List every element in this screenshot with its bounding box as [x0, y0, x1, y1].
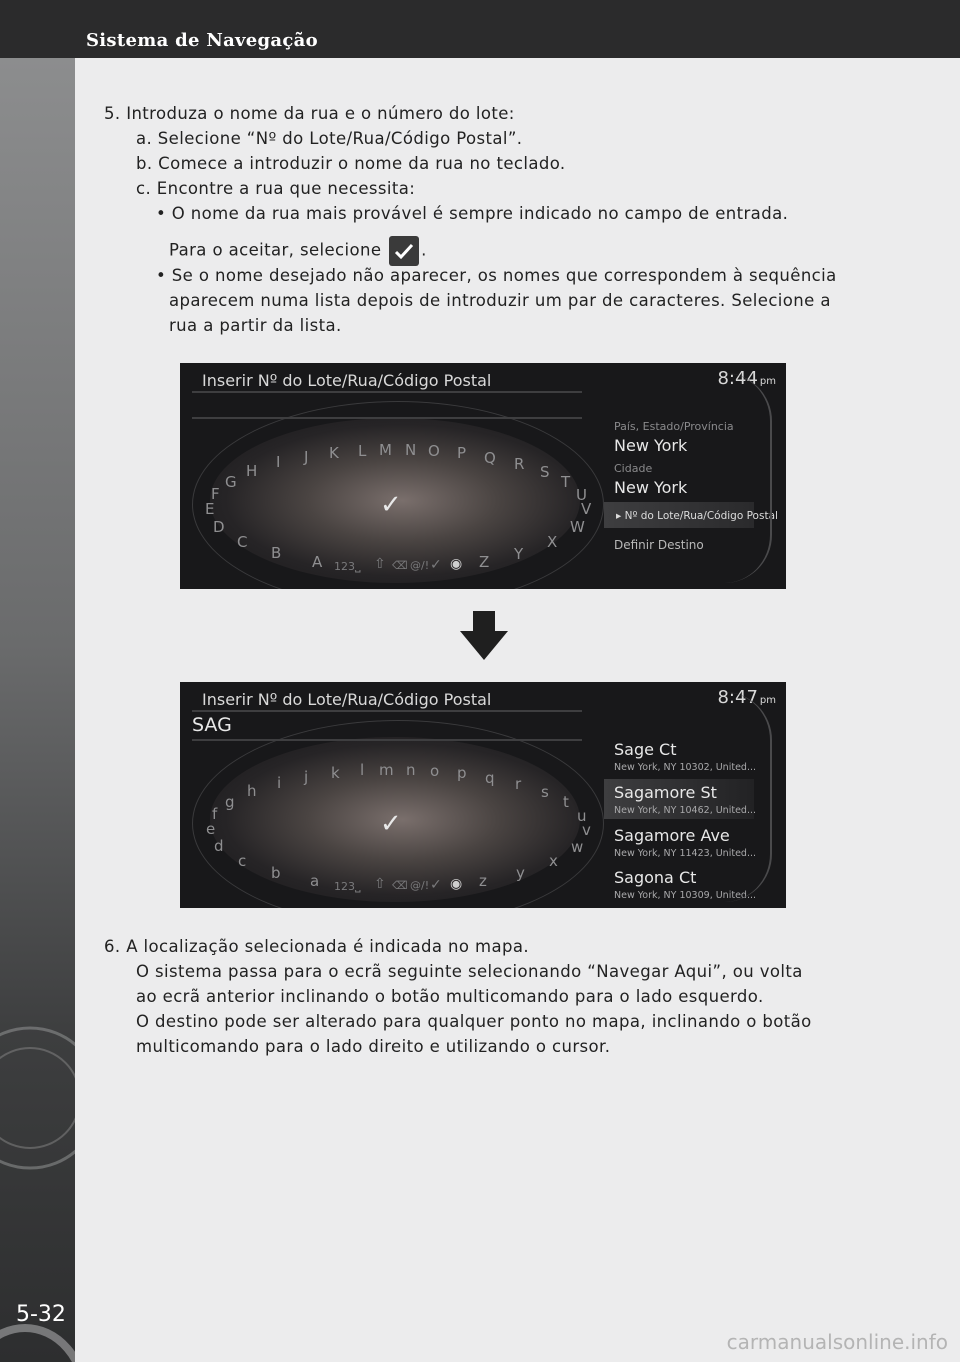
key-v[interactable]: V: [581, 500, 592, 518]
key-v[interactable]: v: [582, 821, 591, 839]
screenshot-2: [180, 682, 786, 908]
result-1-address: New York, NY 10302, United...: [614, 762, 757, 773]
key-j[interactable]: J: [304, 448, 309, 466]
step5-bullet2-b: aparecem numa lista depois de introduzir um par de caracteres. Selecione a: [169, 291, 831, 310]
header-bar: [0, 0, 960, 58]
down-arrow-icon: [460, 611, 508, 661]
key-d[interactable]: D: [213, 518, 225, 536]
key-e[interactable]: e: [206, 820, 216, 838]
key-r[interactable]: R: [514, 455, 525, 473]
panel-arc: [724, 373, 772, 583]
key-b[interactable]: B: [271, 544, 282, 562]
key-i[interactable]: I: [276, 453, 281, 471]
result-2-name[interactable]: Sagamore St: [614, 783, 717, 802]
key-y[interactable]: y: [516, 864, 525, 882]
key-d[interactable]: d: [214, 837, 224, 855]
clock-ampm: pm: [759, 695, 776, 706]
key-c[interactable]: c: [238, 852, 247, 870]
step5-line4: c. Encontre a rua que necessita:: [136, 179, 416, 198]
key-t[interactable]: T: [561, 473, 571, 491]
key-p[interactable]: p: [457, 764, 467, 782]
step5-line1: 5. Introduza o nome da rua e o número do lote:: [104, 104, 515, 123]
key-r[interactable]: r: [515, 775, 522, 793]
key-k[interactable]: k: [331, 764, 340, 782]
key-a[interactable]: a: [310, 872, 320, 890]
key-s[interactable]: S: [540, 463, 550, 481]
step6-line5: multicomando para o lado direito e utilizando o cursor.: [136, 1037, 611, 1056]
key-x[interactable]: x: [549, 852, 558, 870]
check-icon: [389, 236, 419, 266]
step5-bullet1-b-post: .: [421, 240, 427, 260]
check-key-icon[interactable]: ✓: [430, 557, 442, 573]
key-a[interactable]: A: [312, 553, 323, 571]
symbols-key-icon[interactable]: @/!: [410, 559, 430, 572]
page-number: 5-32: [16, 1302, 66, 1327]
step5-bullet1-b-pre: Para o aceitar, selecione: [169, 240, 382, 260]
field2-label: Cidade: [614, 462, 653, 475]
shift-key-icon[interactable]: ⇧: [374, 556, 386, 572]
result-3-name[interactable]: Sagamore Ave: [614, 826, 730, 845]
step6-line4: O destino pode ser alterado para qualquer ponto no mapa, inclinando o botão: [136, 1012, 812, 1031]
play-arrow-icon: ▸: [616, 510, 625, 522]
key-n[interactable]: N: [405, 441, 417, 459]
key-s[interactable]: s: [541, 783, 549, 801]
step5-bullet1-a: • O nome da rua mais provável é sempre indicado no campo de entrada.: [156, 204, 789, 223]
step5-line2: a. Selecione “Nº do Lote/Rua/Código Postal”.: [136, 129, 523, 148]
input-divider: [192, 739, 582, 741]
key-t[interactable]: t: [563, 793, 569, 811]
clock-time: 8:44: [717, 368, 758, 389]
shift-key-icon[interactable]: ⇧: [374, 876, 386, 892]
key-x[interactable]: X: [547, 533, 558, 551]
street-input[interactable]: SAG: [192, 714, 232, 736]
step6-line2: O sistema passa para o ecrã seguinte selecionando “Navegar Aqui”, ou volta: [136, 962, 803, 981]
step6-line1: 6. A localização selecionada é indicada no mapa.: [104, 937, 529, 956]
accept-check-icon[interactable]: ✓: [380, 809, 402, 839]
key-n[interactable]: n: [406, 761, 416, 779]
section-title: Sistema de Navegação: [86, 30, 318, 51]
screen2-title: Inserir Nº do Lote/Rua/Código Postal: [202, 690, 492, 709]
key-h[interactable]: h: [247, 782, 257, 800]
key-w[interactable]: W: [570, 518, 585, 536]
key-l[interactable]: L: [358, 442, 367, 460]
watermark: carmanualsonline.info: [726, 1330, 948, 1354]
key-g[interactable]: g: [225, 793, 235, 811]
symbols-key-icon[interactable]: @/!: [410, 879, 430, 892]
key-p[interactable]: P: [457, 444, 467, 462]
key-i[interactable]: i: [277, 774, 282, 792]
clock-time: 8:47: [717, 687, 758, 708]
title-divider: [192, 710, 582, 712]
key-z[interactable]: z: [479, 872, 487, 890]
key-z[interactable]: Z: [479, 553, 490, 571]
dashboard-illustration: [0, 58, 75, 1362]
step5-bullet2-a: • Se o nome desejado não aparecer, os nomes que correspondem à sequência: [156, 266, 837, 285]
key-b[interactable]: b: [271, 864, 281, 882]
field2-value[interactable]: New York: [614, 478, 688, 497]
step5-bullet1-b: [169, 236, 427, 266]
key-o[interactable]: O: [428, 442, 440, 460]
space-key-icon[interactable]: ⎵: [355, 557, 361, 573]
step5-bullet2-c: rua a partir da lista.: [169, 316, 342, 335]
field1-label: País, Estado/Província: [614, 420, 734, 433]
key-l[interactable]: l: [360, 761, 365, 779]
input-divider: [192, 417, 582, 419]
key-u[interactable]: U: [576, 486, 587, 504]
key-f[interactable]: f: [212, 805, 218, 823]
key-u[interactable]: u: [577, 807, 587, 825]
result-2-address: New York, NY 10462, United...: [614, 805, 757, 816]
step6-line3: ao ecrã anterior inclinando o botão multicomando para o lado esquerdo.: [136, 987, 764, 1006]
screen1-title: Inserir Nº do Lote/Rua/Código Postal: [202, 371, 492, 390]
result-4-name[interactable]: Sagona Ct: [614, 868, 697, 887]
key-c[interactable]: C: [237, 533, 248, 551]
key-numbers[interactable]: 123: [334, 560, 355, 573]
key-y[interactable]: Y: [514, 545, 524, 563]
language-key-icon[interactable]: ◉: [450, 556, 463, 572]
define-destination[interactable]: Definir Destino: [614, 538, 704, 552]
backspace-key-icon[interactable]: ⌫: [392, 559, 408, 572]
accept-check-icon[interactable]: ✓: [380, 490, 402, 520]
selected-item-text: Nº do Lote/Rua/Código Postal: [624, 510, 778, 522]
result-1-name[interactable]: Sage Ct: [614, 740, 677, 759]
key-numbers[interactable]: 123: [334, 880, 355, 893]
screenshot-1: [180, 363, 786, 589]
key-w[interactable]: w: [571, 838, 584, 856]
field1-value[interactable]: New York: [614, 436, 688, 455]
key-m[interactable]: m: [379, 761, 394, 779]
key-q[interactable]: Q: [484, 449, 496, 467]
key-m[interactable]: M: [379, 441, 392, 459]
key-h[interactable]: H: [246, 462, 258, 480]
key-e[interactable]: E: [205, 500, 215, 518]
title-divider: [192, 391, 582, 393]
key-k[interactable]: K: [329, 444, 339, 462]
panel-arc: [724, 692, 772, 902]
step5-line3: b. Comece a introduzir o nome da rua no teclado.: [136, 154, 566, 173]
language-key-icon[interactable]: ◉: [450, 876, 463, 892]
space-key-icon[interactable]: ⎵: [355, 877, 361, 893]
key-j[interactable]: j: [304, 768, 309, 786]
backspace-key-icon[interactable]: ⌫: [392, 879, 408, 892]
check-key-icon[interactable]: ✓: [430, 877, 442, 893]
key-g[interactable]: G: [225, 473, 237, 491]
key-q[interactable]: q: [485, 769, 495, 787]
sidebar-dashboard-image: [0, 58, 75, 1362]
key-f[interactable]: F: [211, 485, 220, 503]
key-o[interactable]: o: [430, 762, 440, 780]
clock-ampm: pm: [759, 376, 776, 387]
result-3-address: New York, NY 11423, United...: [614, 848, 757, 859]
result-4-address: New York, NY 10309, United...: [614, 890, 757, 901]
